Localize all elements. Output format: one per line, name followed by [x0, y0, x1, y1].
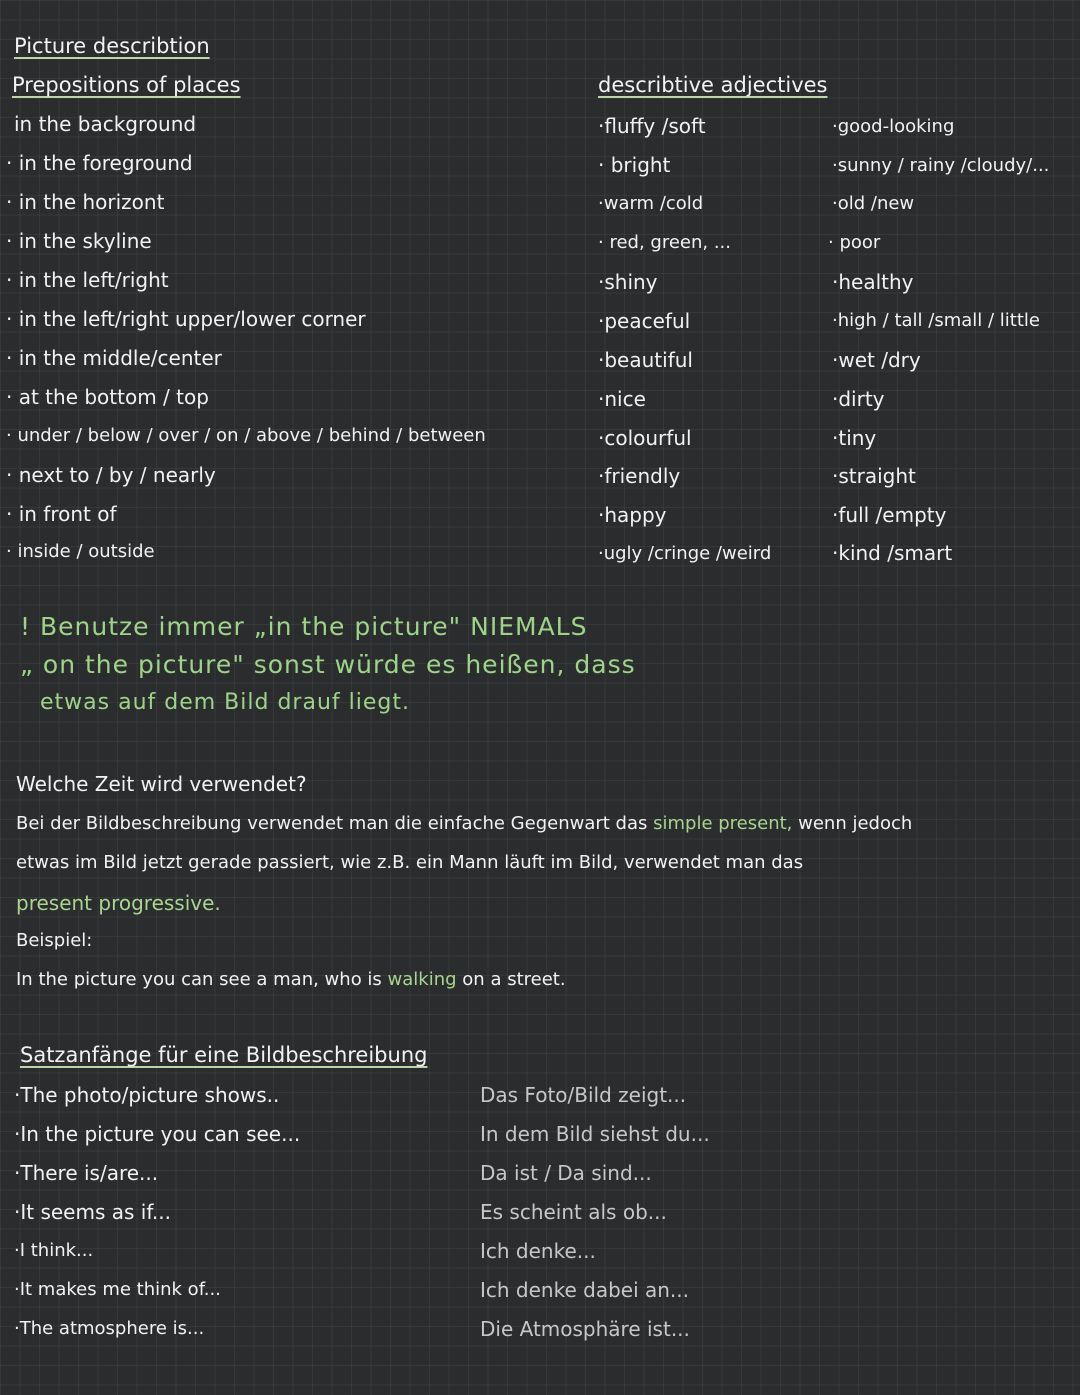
example-sentence: [16, 971, 566, 989]
list-item: · bright: [598, 153, 671, 177]
list-item: Es scheint als ob...: [480, 1200, 667, 1224]
list-item: Da ist / Da sind...: [480, 1161, 652, 1185]
example-text: on a street.: [462, 969, 566, 990]
list-item: ·straight: [832, 464, 916, 488]
list-item: ·tiny: [832, 426, 877, 450]
paragraph-text: wenn jedoch: [798, 813, 913, 834]
list-item: ·full /empty: [832, 503, 947, 527]
present-progressive-term: present progressive.: [16, 891, 221, 915]
list-item: Das Foto/Bild zeigt...: [480, 1083, 687, 1107]
list-item: · under / below / over / on / above / behind / between: [6, 425, 486, 446]
list-item: ·colourful: [598, 426, 692, 450]
list-item: ·healthy: [832, 270, 914, 294]
list-item: ·In the picture you can see...: [14, 1122, 301, 1146]
paragraph-text: Bei der Bildbeschreibung verwendet man die einfache Gegenwart das: [16, 813, 648, 834]
adjectives-heading: describtive adjectives: [598, 73, 828, 97]
page-title: Picture describtion: [14, 34, 210, 58]
list-item: · in the skyline: [6, 229, 152, 253]
list-item: ·dirty: [832, 387, 885, 411]
list-item: ·happy: [598, 503, 667, 527]
list-item: ·shiny: [598, 270, 658, 294]
list-item: · next to / by / nearly: [6, 463, 216, 487]
note-line: etwas auf dem Bild drauf liegt.: [40, 690, 410, 715]
list-item: · in the middle/center: [6, 346, 222, 370]
list-item: · at the bottom / top: [6, 385, 209, 409]
list-item: · in the left/right upper/lower corner: [6, 307, 366, 331]
list-item: ·fluffy /soft: [598, 114, 706, 138]
section-question: Welche Zeit wird verwendet?: [16, 772, 307, 796]
list-item: · in the foreground: [6, 151, 193, 175]
list-item: ·The atmosphere is...: [14, 1318, 205, 1339]
list-item: ·sunny / rainy /cloudy/...: [832, 155, 1050, 176]
list-item: ·kind /smart: [832, 541, 953, 565]
list-item: Ich denke dabei an...: [480, 1278, 690, 1302]
list-item: ·good-looking: [832, 116, 955, 137]
list-item: · red, green, ...: [598, 232, 731, 253]
list-item: in the background: [14, 112, 197, 136]
example-label: Beispiel:: [16, 930, 93, 951]
example-highlight: walking: [387, 969, 457, 990]
list-item: ·warm /cold: [598, 193, 704, 214]
list-item: ·The photo/picture shows..: [14, 1083, 280, 1107]
list-item: In dem Bild siehst du...: [480, 1122, 710, 1146]
paragraph-line: [16, 815, 912, 833]
list-item: ·peaceful: [598, 309, 691, 333]
example-text: In the picture you can see a man, who is: [16, 969, 382, 990]
paragraph-line: etwas im Bild jetzt gerade passiert, wie z.B. ein Mann läuft im Bild, verwendet man das: [16, 852, 804, 873]
list-item: ·friendly: [598, 464, 681, 488]
list-item: Die Atmosphäre ist...: [480, 1317, 690, 1341]
list-item: ·nice: [598, 387, 646, 411]
simple-present-term: simple present,: [653, 813, 793, 834]
list-item: ·old /new: [832, 193, 915, 214]
list-item: · in the horizont: [6, 190, 165, 214]
note-line: ! Benutze immer „in the picture" NIEMALS: [20, 612, 588, 641]
list-item: ·There is/are...: [14, 1161, 159, 1185]
list-item: · poor: [828, 232, 881, 253]
sentence-starters-heading: Satzanfänge für eine Bildbeschreibung: [20, 1043, 428, 1067]
list-item: ·ugly /cringe /weird: [598, 543, 772, 564]
prepositions-heading: Prepositions of places: [12, 73, 241, 97]
list-item: ·high / tall /small / little: [832, 310, 1040, 331]
list-item: ·It makes me think of...: [14, 1279, 221, 1300]
list-item: · in front of: [6, 502, 117, 526]
list-item: ·I think...: [14, 1240, 94, 1261]
list-item: ·wet /dry: [832, 348, 921, 372]
note-line: „ on the picture" sonst würde es heißen, dass: [20, 650, 636, 679]
list-item: ·It seems as if...: [14, 1200, 171, 1224]
list-item: · in the left/right: [6, 268, 169, 292]
list-item: · inside / outside: [6, 541, 155, 562]
list-item: Ich denke...: [480, 1239, 596, 1263]
list-item: ·beautiful: [598, 348, 693, 372]
